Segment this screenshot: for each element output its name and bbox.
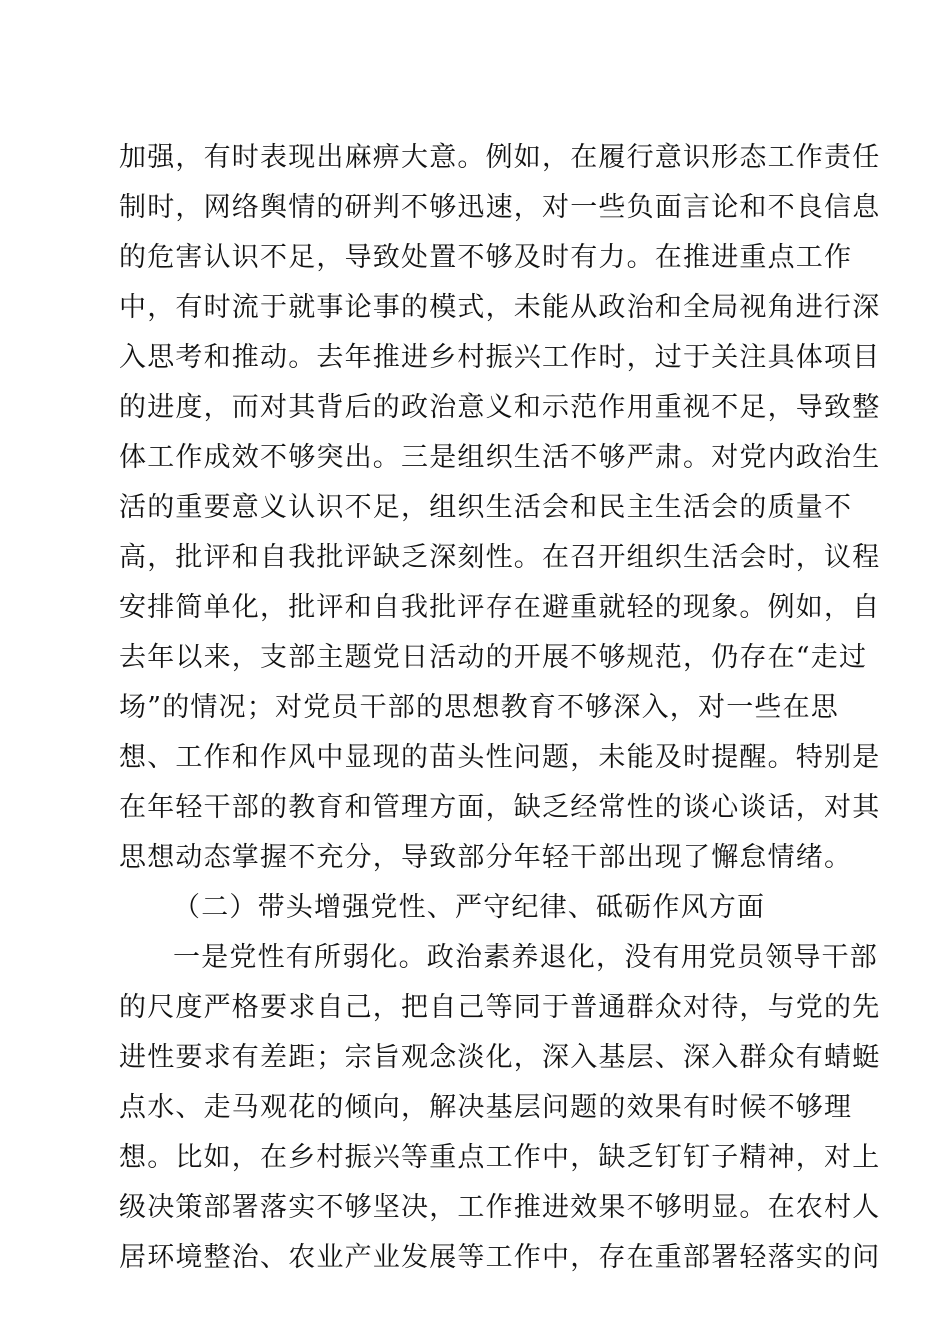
paragraph-line: 去年以来，支部主题党日活动的开展不够规范，仍存在“走过 (119, 642, 868, 673)
paragraph-line: 体工作成效不够突出。三是组织生活不够严肃。对党内政治生 (119, 442, 881, 473)
paragraph-line: 进性要求有差距；宗旨观念淡化，深入基层、深入群众有蜻蜓 (119, 1042, 881, 1073)
paragraph-line: 想。比如，在乡村振兴等重点工作中，缺乏钉钉子精神，对上 (119, 1142, 881, 1173)
paragraph-line: 一是党性有所弱化。政治素养退化，没有用党员领导干部 (173, 942, 878, 973)
paragraph-line: 思想动态掌握不充分，导致部分年轻干部出现了懈怠情绪。 (119, 842, 853, 873)
paragraph-line: 制时，网络舆情的研判不够迅速，对一些负面言论和不良信息 (119, 192, 881, 223)
paragraph-line: 安排简单化，批评和自我批评存在避重就轻的现象。例如，自 (119, 592, 881, 623)
section-heading: （二）带头增强党性、严守纪律、砥砺作风方面 (173, 892, 766, 923)
paragraph-line: 的危害认识不足，导致处置不够及时有力。在推进重点工作 (119, 242, 853, 273)
paragraph-line: 在年轻干部的教育和管理方面，缺乏经常性的谈心谈话，对其 (119, 792, 881, 823)
paragraph-line: 级决策部署落实不够坚决，工作推进效果不够明显。在农村人 (119, 1192, 881, 1223)
paragraph-line: 加强，有时表现出麻痹大意。例如，在履行意识形态工作责任 (119, 142, 881, 173)
paragraph-line: 居环境整治、农业产业发展等工作中，存在重部署轻落实的问 (119, 1242, 881, 1273)
paragraph-line: 场”的情况；对党员干部的思想教育不够深入，对一些在思 (119, 692, 840, 723)
paragraph-line: 高，批评和自我批评缺乏深刻性。在召开组织生活会时，议程 (119, 542, 881, 573)
paragraph-line: 的尺度严格要求自己，把自己等同于普通群众对待，与党的先 (119, 992, 881, 1023)
paragraph-line: 活的重要意义认识不足，组织生活会和民主生活会的质量不 (119, 492, 853, 523)
paragraph-line: 入思考和推动。去年推进乡村振兴工作时，过于关注具体项目 (119, 342, 881, 373)
paragraph-line: 中，有时流于就事论事的模式，未能从政治和全局视角进行深 (119, 292, 881, 323)
paragraph-line: 想、工作和作风中显现的苗头性问题，未能及时提醒。特别是 (119, 742, 881, 773)
paragraph-line: 点水、走马观花的倾向，解决基层问题的效果有时候不够理 (119, 1092, 853, 1123)
paragraph-line: 的进度，而对其背后的政治意义和示范作用重视不足，导致整 (119, 392, 881, 423)
